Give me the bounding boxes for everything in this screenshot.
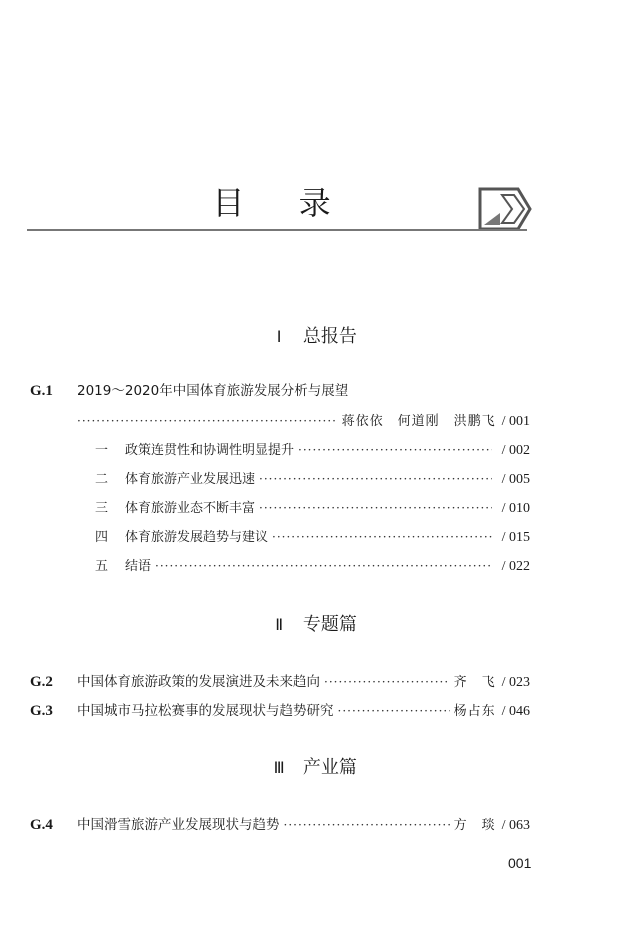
leader-dots xyxy=(259,501,492,515)
toc-sub-entry[interactable] xyxy=(95,526,530,546)
toc-entry-g2[interactable] xyxy=(30,670,530,691)
sub-number: 一 xyxy=(95,443,109,458)
leader-dots xyxy=(324,675,450,689)
entry-page: / 063 xyxy=(501,818,530,833)
title-divider xyxy=(27,229,527,231)
section-title: 专题篇 xyxy=(302,614,357,635)
section-number: Ⅲ xyxy=(273,758,285,777)
sub-page: / 022 xyxy=(501,559,530,574)
sub-number: 三 xyxy=(95,501,109,516)
entry-title: 2019～2020年中国体育旅游发展分析与展望 xyxy=(77,383,349,399)
leader-dots xyxy=(338,704,450,718)
sub-page: / 010 xyxy=(501,501,530,516)
sub-title: 结语 xyxy=(125,559,152,574)
page-title: 目 录 xyxy=(212,184,353,222)
section-title: 总报告 xyxy=(302,326,357,347)
toc-entry-g3[interactable] xyxy=(30,699,530,720)
leader-dots xyxy=(272,530,492,544)
section-number: Ⅱ xyxy=(275,615,284,634)
entry-authors: 杨占东 xyxy=(453,704,496,719)
chapter-mark-icon xyxy=(478,187,534,231)
leader-dots xyxy=(155,559,492,573)
section-header-2 xyxy=(0,610,618,636)
sub-page: / 005 xyxy=(501,472,530,487)
toc-entry-g4[interactable] xyxy=(30,813,530,834)
entry-title: 中国城市马拉松赛事的发展现状与趋势研究 xyxy=(77,703,334,719)
sub-page: / 015 xyxy=(501,530,530,545)
entry-title: 中国体育旅游政策的发展演进及未来趋向 xyxy=(77,674,320,690)
entry-code: G.3 xyxy=(30,703,53,719)
section-header-3 xyxy=(0,753,618,779)
toc-entry-g1-authors xyxy=(77,410,530,430)
page-number: 001 xyxy=(508,855,532,871)
toc-sub-entry[interactable] xyxy=(95,555,530,575)
sub-title: 体育旅游业态不断丰富 xyxy=(125,501,256,516)
entry-title: 中国滑雪旅游产业发展现状与趋势 xyxy=(77,817,280,833)
sub-page: / 002 xyxy=(501,443,530,458)
toc-sub-entry[interactable] xyxy=(95,497,530,517)
toc-sub-entry[interactable] xyxy=(95,468,530,488)
sub-title: 体育旅游发展趋势与建议 xyxy=(125,530,269,545)
section-number: Ⅰ xyxy=(276,327,282,346)
sub-number: 五 xyxy=(95,559,109,574)
entry-authors: 方 琰 xyxy=(453,818,496,833)
entry-code: G.2 xyxy=(30,674,53,690)
entry-code: G.4 xyxy=(30,817,53,833)
entry-authors: 蒋依依 何道刚 洪鹏飞 xyxy=(341,414,496,429)
leader-dots xyxy=(77,414,338,428)
leader-dots xyxy=(284,818,450,832)
section-title: 产业篇 xyxy=(302,757,357,778)
leader-dots xyxy=(298,443,492,457)
entry-authors: 齐 飞 xyxy=(453,675,496,690)
entry-page: / 001 xyxy=(501,414,530,429)
sub-title: 政策连贯性和协调性明显提升 xyxy=(125,443,295,458)
entry-page: / 046 xyxy=(501,704,530,719)
section-header-1 xyxy=(0,322,618,348)
sub-number: 四 xyxy=(95,530,109,545)
entry-code: G.1 xyxy=(30,383,53,399)
toc-sub-entry[interactable] xyxy=(95,439,530,459)
sub-title: 体育旅游产业发展迅速 xyxy=(125,472,256,487)
sub-number: 二 xyxy=(95,472,109,487)
leader-dots xyxy=(259,472,492,486)
entry-page: / 023 xyxy=(501,675,530,690)
